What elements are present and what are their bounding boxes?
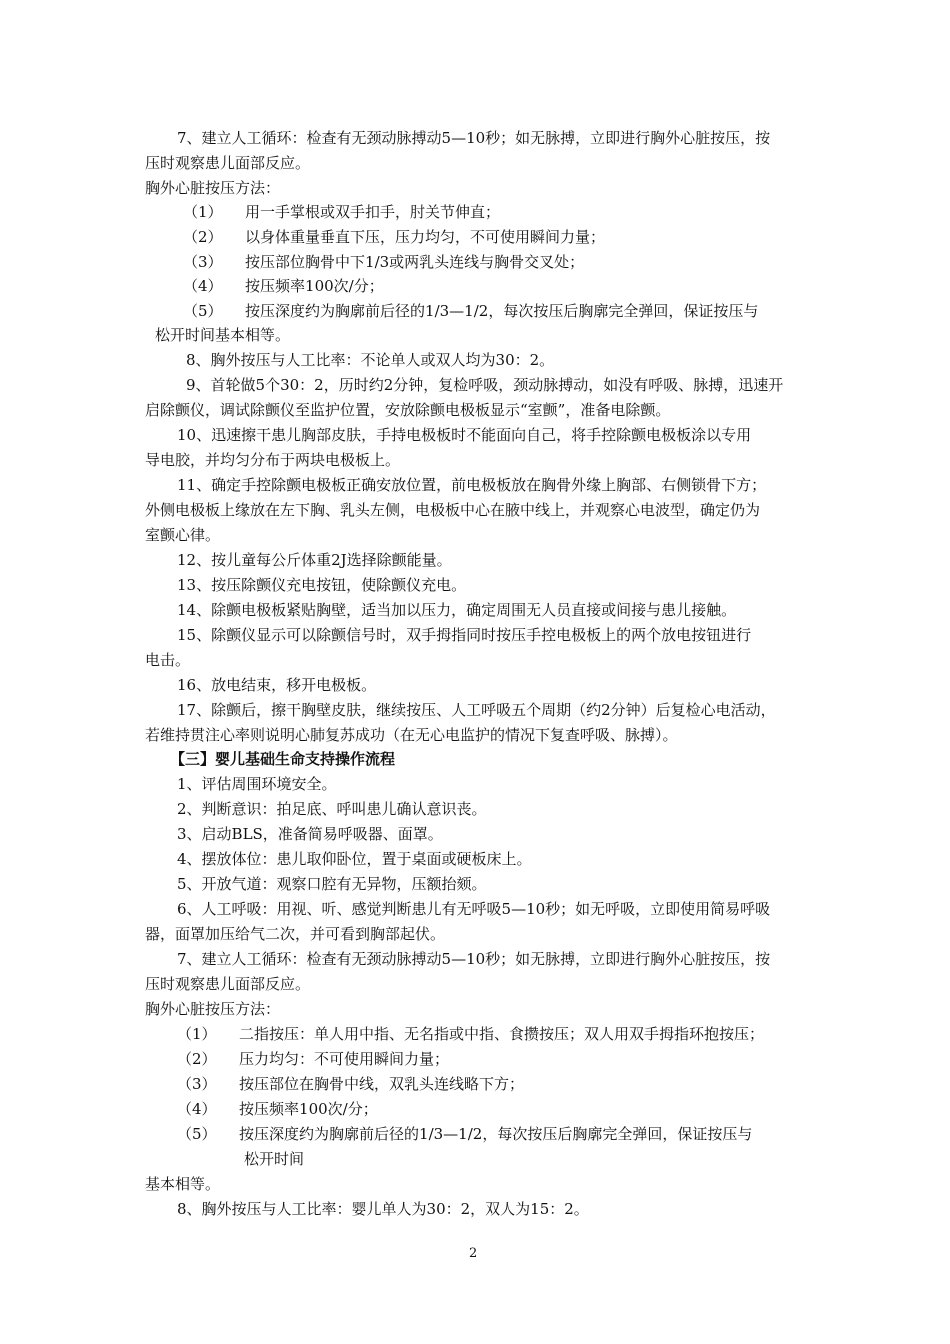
text-line: 13、按压除颤仪充电按钮，使除颤仪充电。 — [177, 576, 467, 594]
text-line: 胸外心脏按压方法： — [145, 179, 281, 197]
text-line: 1、评估周围环境安全。 — [177, 775, 337, 793]
text-line: 5、开放气道：观察口腔有无异物，压额抬颏。 — [177, 875, 487, 893]
text-line: 7、建立人工循环：检查有无颈动脉搏动5—10秒；如无脉搏，立即进行胸外心脏按压，按 — [177, 129, 771, 147]
text-line: 基本相等。 — [145, 1175, 221, 1193]
text-line: 9、首轮做5个30：2，历时约2分钟，复检呼吸，颈动脉搏动，如没有呼吸、脉搏，迅速开 — [186, 376, 784, 394]
text-line: 10、迅速擦干患儿胸部皮肤，手持电极板时不能面向自己，将手控除颤电极板涂以专用 — [177, 426, 752, 444]
text-line: 8、胸外按压与人工比率：婴儿单人为30：2，双人为15：2。 — [177, 1200, 589, 1218]
text-line: 17、除颤后，擦干胸壁皮肤，继续按压、人工呼吸五个周期（约2分钟）后复检心电活动， — [177, 701, 776, 719]
text-line: 松开时间基本相等。 — [155, 326, 291, 344]
text-line: 电击。 — [145, 651, 191, 669]
text-line: 8、胸外按压与人工比率：不论单人或双人均为30：2。 — [186, 351, 555, 369]
text-line: 14、除颤电极板紧贴胸壁，适当加以压力，确定周围无人员直接或间接与患儿接触。 — [177, 601, 737, 619]
text-line: 6、人工呼吸：用视、听、感觉判断患儿有无呼吸5—10秒；如无呼吸，立即使用简易呼吸 — [177, 900, 771, 918]
text-line: 室颤心律。 — [145, 526, 221, 544]
text-line: 3、启动BLS，准备简易呼吸器、面罩。 — [177, 825, 443, 843]
text-line: 外侧电极板上缘放在左下胸、乳头左侧，电极板中心在腋中线上，并观察心电波型，确定仍为 — [145, 501, 761, 519]
list-item: （4） 按压频率100次/分； — [183, 277, 384, 295]
list-item: （5） 按压深度约为胸廓前后径的1/3—1/2，每次按压后胸廓完全弹回，保证按压与 — [177, 1125, 753, 1143]
text-line: 4、摆放体位：患儿取仰卧位，置于桌面或硬板床上。 — [177, 850, 532, 868]
text-line: 松开时间 — [244, 1150, 305, 1168]
text-line: 压时观察患儿面部反应。 — [145, 154, 311, 172]
text-line: 导电胶，并均匀分布于两块电极板上。 — [145, 451, 401, 469]
list-item: （3） 按压部位胸骨中下1/3或两乳头连线与胸骨交叉处； — [183, 253, 585, 271]
text-line: 压时观察患儿面部反应。 — [145, 975, 311, 993]
text-line: 11、确定手控除颤电极板正确安放位置，前电极板放在胸骨外缘上胸部、右侧锁骨下方； — [177, 476, 767, 494]
text-line: 16、放电结束，移开电极板。 — [177, 676, 377, 694]
list-item: （3） 按压部位在胸骨中线，双乳头连线略下方； — [177, 1075, 525, 1093]
list-item: （1） 二指按压：单人用中指、无名指或中指、食攒按压；双人用双手拇指环抱按压； — [177, 1025, 765, 1043]
list-item: （4） 按压频率100次/分； — [177, 1100, 378, 1118]
list-item: （2） 以身体重量垂直下压，压力均匀，不可使用瞬间力量； — [183, 228, 606, 246]
text-line: 胸外心脏按压方法： — [145, 1000, 281, 1018]
text-line: 2、判断意识：拍足底、呼叫患儿确认意识丧。 — [177, 800, 487, 818]
text-line: 12、按儿童每公斤体重2J选择除颤能量。 — [177, 551, 452, 569]
list-item: （1） 用一手掌根或双手扣手，肘关节伸直； — [183, 203, 501, 221]
list-item: （2） 压力均匀：不可使用瞬间力量； — [177, 1050, 450, 1068]
text-line: 器，面罩加压给气二次，并可看到胸部起伏。 — [145, 925, 446, 943]
section-heading: 【三】婴儿基础生命支持操作流程 — [170, 750, 396, 768]
text-line: 15、除颤仪显示可以除颤信号时，双手拇指同时按压手控电极板上的两个放电按钮进行 — [177, 626, 752, 644]
list-item: （5） 按压深度约为胸廓前后径的1/3—1/2，每次按压后胸廓完全弹回，保证按压与 — [183, 302, 759, 320]
text-line: 启除颤仪，调试除颤仪至监护位置，安放除颤电极板显示“室颤”，准备电除颤。 — [145, 401, 671, 419]
text-line: 7、建立人工循环：检查有无颈动脉搏动5—10秒；如无脉搏，立即进行胸外心脏按压，按 — [177, 950, 771, 968]
text-line: 若维持贯注心率则说明心肺复苏成功（在无心电监护的情况下复查呼吸、脉搏）。 — [145, 726, 678, 744]
page-number: 2 — [469, 1246, 478, 1261]
